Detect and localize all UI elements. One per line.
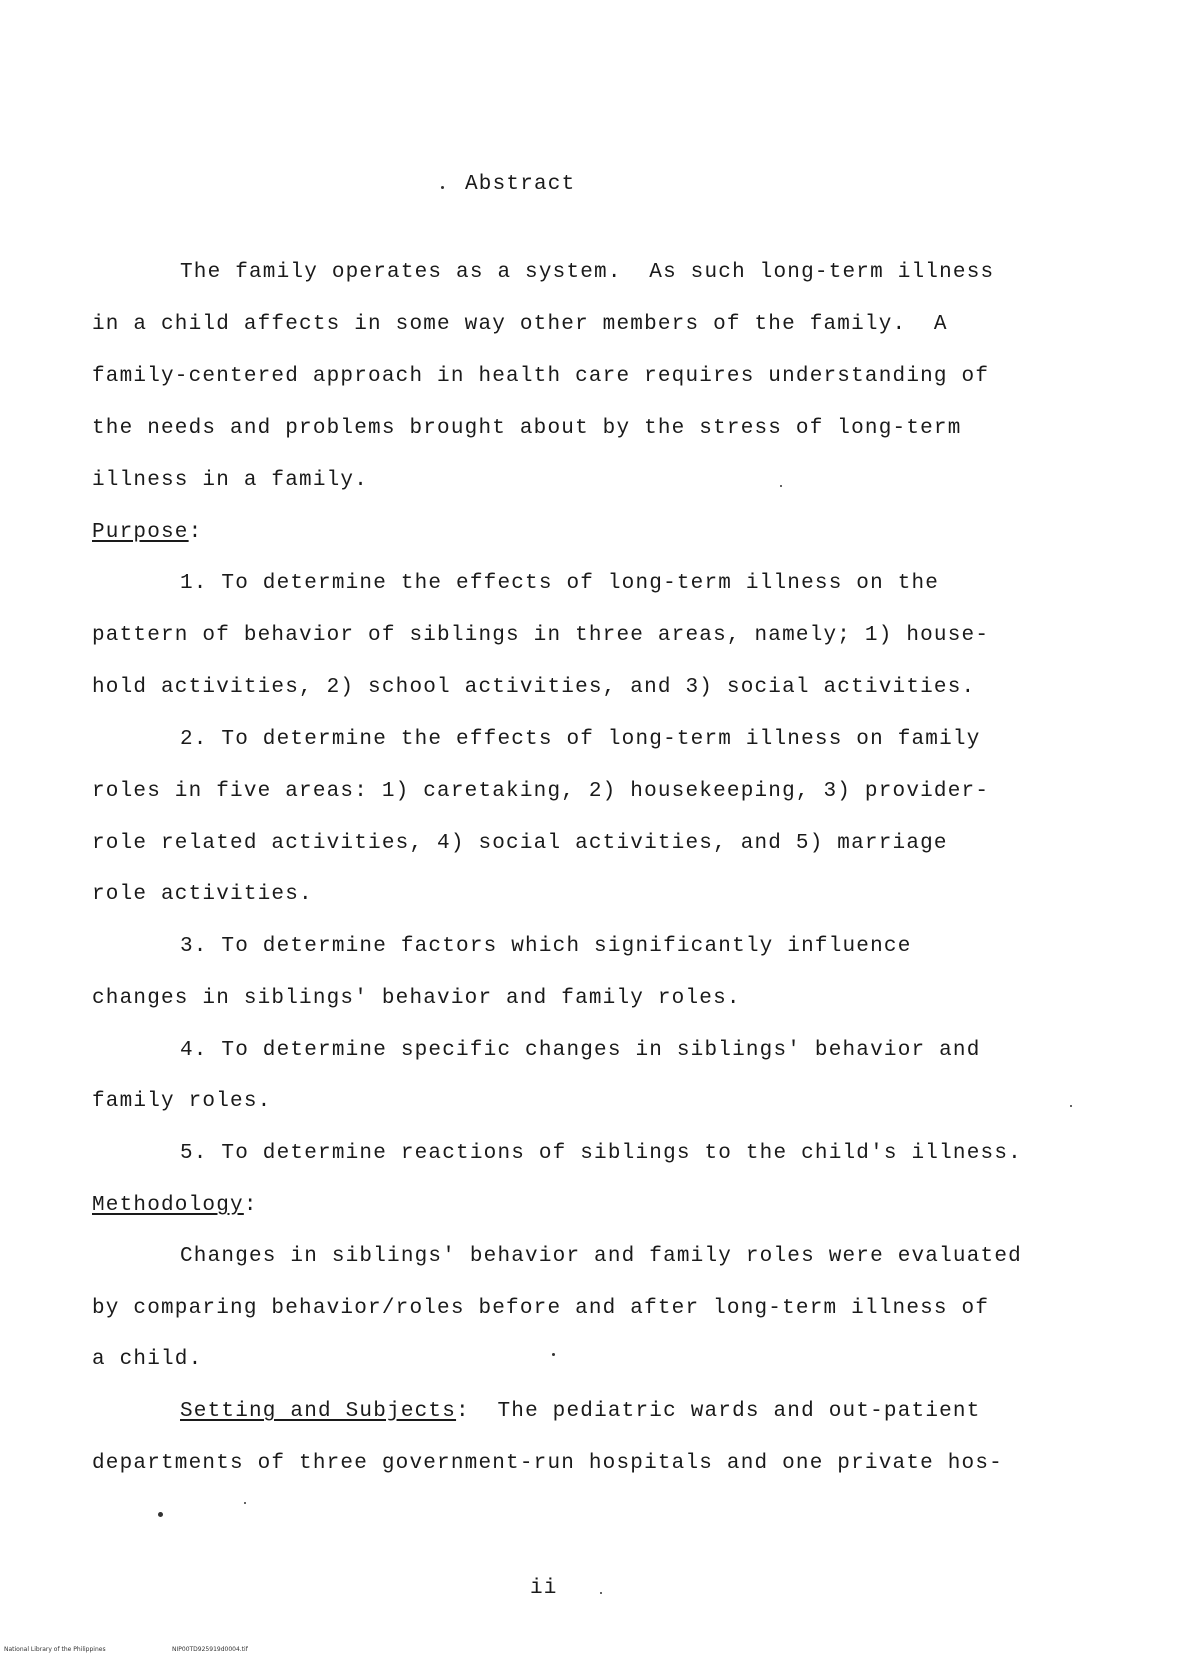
scan-speck (600, 1592, 602, 1594)
purpose-line: 5. To determine reactions of siblings to the child's illness. (180, 1142, 1022, 1165)
setting-line: The pediatric wards and out-patient (497, 1400, 981, 1423)
setting-colon: : (456, 1400, 470, 1423)
setting-line: departments of three government-run hospitals and one private hos- (92, 1452, 1003, 1475)
purpose-heading-row (92, 520, 202, 546)
purpose-line: hold activities, 2) school activities, and 3) social activities. (92, 676, 976, 699)
purpose-line: role activities. (92, 883, 313, 906)
purpose-line: 1. To determine the effects of long-term illness on the (180, 572, 940, 595)
footer-filename: NIP00TD925919d0004.tif (172, 1646, 248, 1653)
abstract-title: Abstract (465, 173, 576, 196)
methodology-heading-row (92, 1193, 258, 1219)
scan-speck (780, 485, 782, 487)
setting-heading: Setting and Subjects (180, 1400, 457, 1423)
purpose-line: 3. To determine factors which significantly influence (180, 935, 912, 958)
purpose-line: 4. To determine specific changes in siblings' behavior and (180, 1039, 981, 1062)
intro-line: in a child affects in some way other members of the family. A (92, 313, 948, 336)
purpose-line: role related activities, 4) social activities, and 5) marriage (92, 832, 948, 855)
scan-speck (1070, 1105, 1072, 1107)
page-number: ii (530, 1577, 558, 1600)
scan-speck (441, 186, 444, 189)
purpose-heading: Purpose (92, 521, 189, 544)
setting-row (180, 1399, 981, 1425)
methodology-line: a child. (92, 1348, 203, 1371)
methodology-colon: : (243, 1194, 258, 1217)
purpose-line: 2. To determine the effects of long-term illness on family (180, 728, 981, 751)
intro-line: illness in a family. (92, 469, 369, 492)
purpose-colon: : (188, 521, 203, 544)
intro-line: The family operates as a system. As such long-term illness (180, 261, 995, 284)
purpose-line: pattern of behavior of siblings in three areas, namely; 1) house- (92, 624, 990, 647)
purpose-line: family roles. (92, 1090, 272, 1113)
methodology-heading: Methodology (92, 1194, 244, 1217)
purpose-line: changes in siblings' behavior and family roles. (92, 987, 741, 1010)
methodology-line: by comparing behavior/roles before and after long-term illness of (92, 1297, 990, 1320)
scan-speck (158, 1512, 163, 1517)
scan-speck (552, 1353, 555, 1356)
scan-speck (244, 1502, 246, 1504)
intro-line: family-centered approach in health care requires understanding of (92, 365, 990, 388)
footer-library: National Library of the Philippines (4, 1646, 106, 1653)
intro-line: the needs and problems brought about by the stress of long-term (92, 417, 962, 440)
methodology-line: Changes in siblings' behavior and family roles were evaluated (180, 1245, 1022, 1268)
purpose-line: roles in five areas: 1) caretaking, 2) housekeeping, 3) provider- (92, 780, 990, 803)
